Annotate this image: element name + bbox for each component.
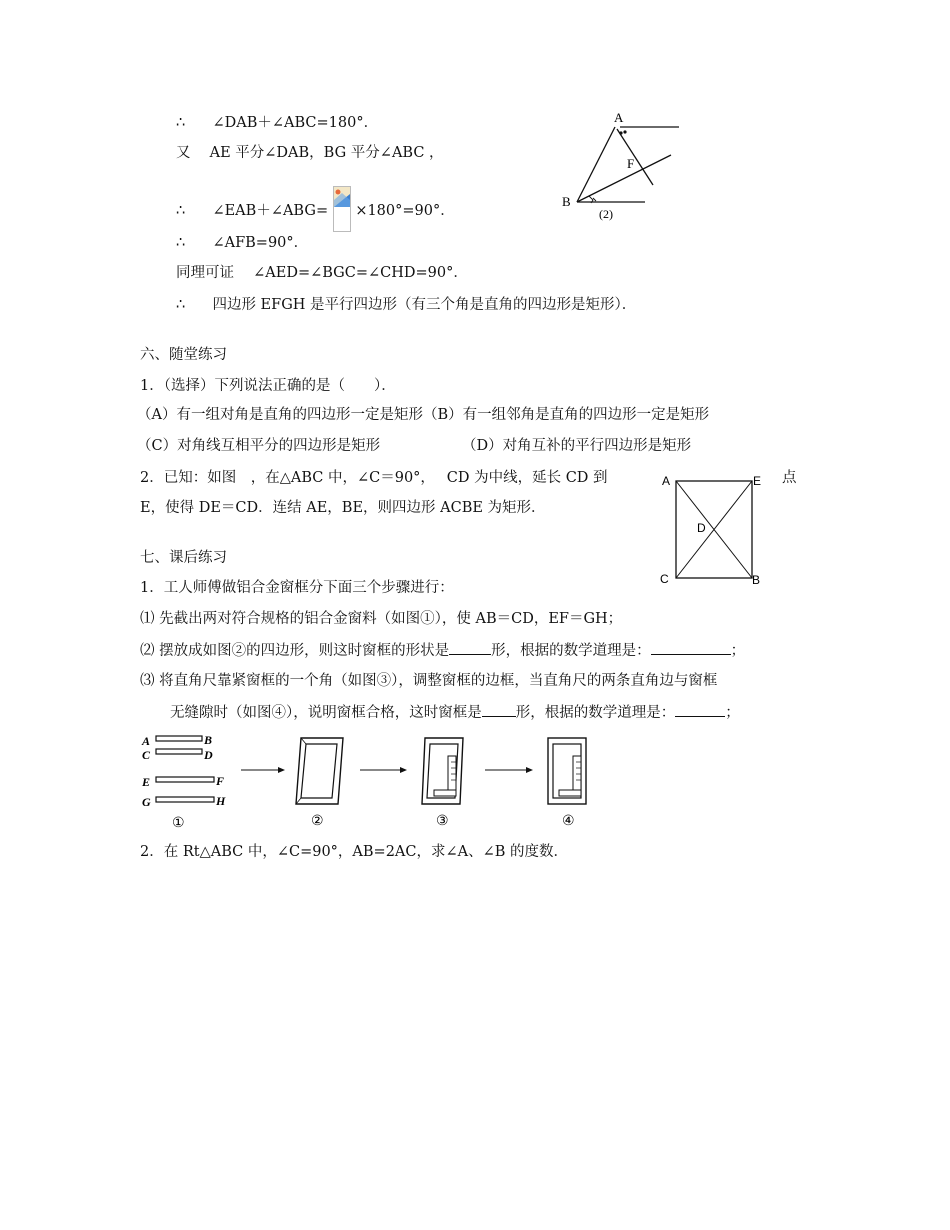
proof-line-1 [176,113,378,133]
proof-text: ∠AFB=90°． [212,235,309,251]
therefore-symbol: ∴ [176,115,186,131]
label-F: F [627,156,635,171]
question-2-line-2: E，使得 DE＝CD．连结 AE，BE，则四边形 ACBE 为矩形． [140,500,546,516]
question-1-option-c: （C）对角线互相平分的四边形是矩形 [137,438,381,454]
caption-4: ④ [562,814,575,829]
therefore-symbol: ∴ [176,203,186,219]
bar-label-C: C [142,748,151,762]
label-D: D [697,521,706,535]
exercise-1-step-1: ⑴ 先截出两对符合规格的铝合金窗料（如图①），使 AB＝CD，EF＝GH； [140,611,623,627]
exercise-1-step-2: ⑵ 摆放成如图②的四边形，则这时窗框的形状是 形，根据的数学道理是： ； [140,640,745,661]
figure-2-diagram [555,105,695,225]
section-7-title: 七、课后练习 [140,550,227,566]
proof-line-6 [176,295,636,315]
bar-label-F: F [216,774,225,788]
proof-text: 四边形 EFGH 是平行四边形（有三个角是直角的四边形是矩形）． [212,297,637,313]
question-1-option-d: （D）对角互补的平行四边形是矩形 [462,438,692,454]
bar-label-E: E [142,775,151,789]
rectangle-acbe-diagram [655,468,775,593]
label-B: B [752,573,761,587]
answer-blank[interactable] [675,702,725,717]
bar-label-D: D [204,748,213,762]
bar-label-G: G [142,795,151,809]
proof-line-2: 又 AE 平分∠DAB，BG 平分∠ABC ， [176,145,444,161]
proof-text: ∠EAB＋∠ABG= [212,203,329,219]
answer-blank[interactable] [482,702,516,717]
proof-line-3 [176,188,455,234]
label-A: A [662,474,671,488]
proof-text: ×180°=90°． [355,203,455,219]
bar-label-B: B [204,733,213,747]
label-B: B [562,194,571,209]
section-6-title: 六、随堂练习 [140,347,227,363]
caption-1: ① [172,816,185,831]
therefore-symbol: ∴ [176,297,186,313]
exercise-1-step-3-line-1: ⑶ 将直角尺靠紧窗框的一个角（如图③），调整窗框的边框，当直角尺的两条直角边与窗框 [140,673,718,689]
exercise-1: 1．工人师傅做铝合金窗框分下面三个步骤进行： [140,580,454,596]
fraction-image-icon [333,186,351,232]
window-frame-diagram [138,728,618,833]
question-2-line-1: 2．已知：如图 ，在△ABC 中，∠C＝90°， CD 为中线，延长 CD 到 [140,470,608,486]
answer-blank[interactable] [449,640,491,655]
exercise-2: 2．在 Rt△ABC 中，∠C=90°，AB=2AC，求∠A、∠B 的度数． [140,844,569,860]
label-A: A [614,110,624,125]
label-C: C [660,572,669,586]
proof-line-4 [176,233,308,253]
answer-blank[interactable] [651,640,731,655]
question-1: 1．（选择）下列说法正确的是（ ）． [140,378,396,394]
caption-2: ② [311,814,324,829]
question-2-dian: 点 [782,470,797,486]
bar-label-H: H [216,794,226,808]
caption-3: ③ [436,814,449,829]
bar-label-A: A [142,734,151,748]
label-E: E [753,474,762,488]
proof-line-5: 同理可证 ∠AED=∠BGC=∠CHD=90°． [176,265,468,281]
therefore-symbol: ∴ [176,235,186,251]
exercise-1-step-3-line-2: 无缝隙时（如图④），说明窗框合格，这时窗框是 形，根据的数学道理是： ； [170,702,740,723]
proof-text: ∠DAB＋∠ABC=180°． [212,115,379,131]
question-1-options-ab: （A）有一组对角是直角的四边形一定是矩形（B）有一组邻角是直角的四边形一定是矩形 [137,407,710,423]
figure-caption: (2) [599,207,613,221]
